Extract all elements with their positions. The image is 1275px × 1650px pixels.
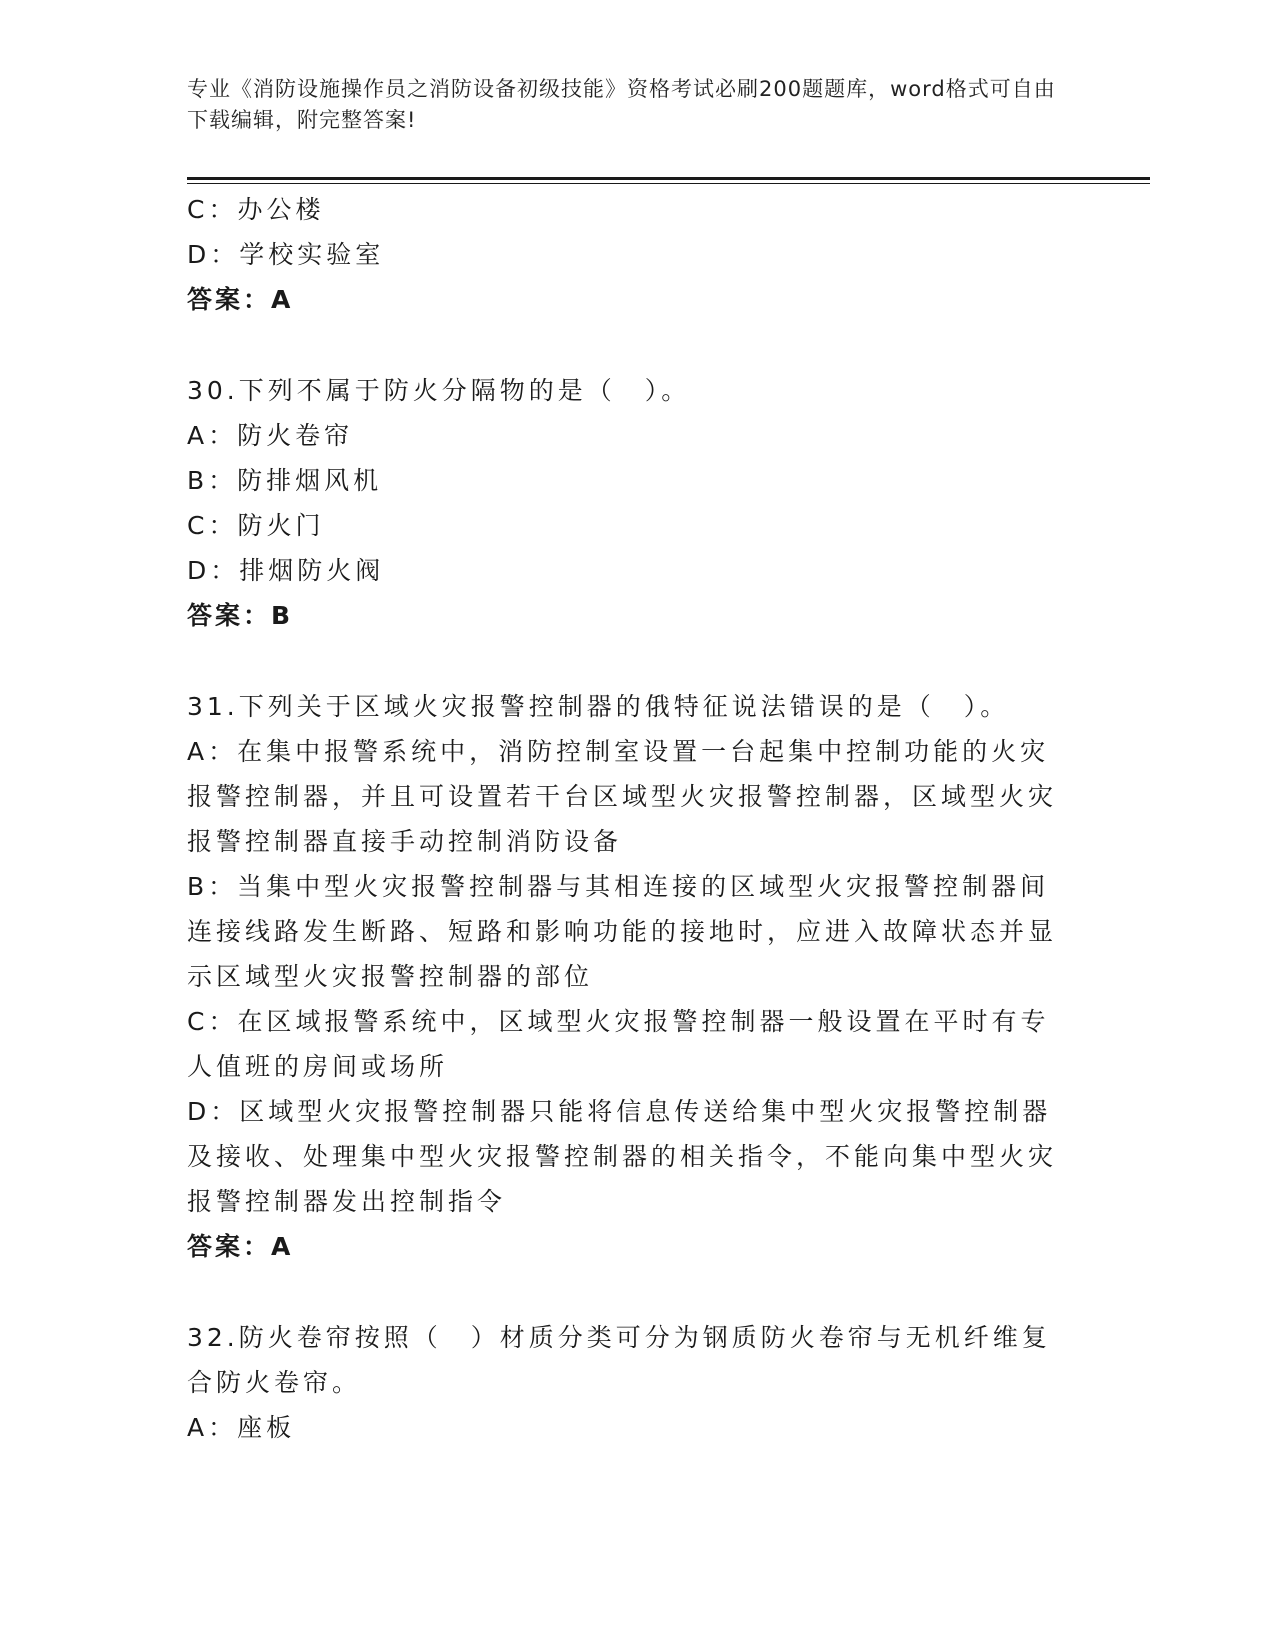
header-divider	[187, 177, 1150, 180]
spacer	[187, 322, 1077, 368]
option-b: B：防排烟风机	[187, 466, 383, 495]
question-block-29	[187, 187, 1077, 322]
option-d: D：区域型火灾报警控制器只能将信息传送给集中型火灾报警控制器及接收、处理集中型火灾报警控制器的相关指令，不能向集中型火灾报警控制器发出控制指令	[187, 1097, 1058, 1216]
option-c: C：防火门	[187, 511, 325, 540]
option-c: C：办公楼	[187, 195, 325, 224]
spacer	[187, 638, 1077, 684]
header-divider-thin	[187, 183, 1150, 184]
question-block-31	[187, 684, 1077, 1269]
option-b: B：当集中型火灾报警控制器与其相连接的区域型火灾报警控制器间连接线路发生断路、短路和影响功能的接地时，应进入故障状态并显示区域型火灾报警控制器的部位	[187, 872, 1058, 991]
question-block-30	[187, 368, 1077, 638]
question-stem: 31.下列关于区域火灾报警控制器的俄特征说法错误的是（ ）。	[187, 692, 1010, 721]
question-stem: 32.防火卷帘按照（ ）材质分类可分为钢质防火卷帘与无机纤维复合防火卷帘。	[187, 1323, 1051, 1397]
answer-line: 答案：A	[187, 1232, 294, 1261]
question-stem: 30.下列不属于防火分隔物的是（ ）。	[187, 376, 691, 405]
question-block-32	[187, 1315, 1077, 1450]
answer-line: 答案：B	[187, 601, 294, 630]
document-header: 专业《消防设施操作员之消防设备初级技能》资格考试必刷200题题库，word格式可自由下载编辑，附完整答案!	[187, 77, 1056, 132]
option-d: D：排烟防火阀	[187, 556, 385, 585]
spacer	[187, 1269, 1077, 1315]
option-a: A：座板	[187, 1413, 296, 1442]
answer-line: 答案：A	[187, 285, 294, 314]
option-d: D：学校实验室	[187, 240, 385, 269]
question-content	[187, 187, 1077, 1450]
option-a: A：在集中报警系统中，消防控制室设置一台起集中控制功能的火灾报警控制器，并且可设置若干台区域型火灾报警控制器，区域型火灾报警控制器直接手动控制消防设备	[187, 737, 1058, 856]
option-a: A：防火卷帘	[187, 421, 354, 450]
option-c: C：在区域报警系统中，区域型火灾报警控制器一般设置在平时有专人值班的房间或场所	[187, 1007, 1050, 1081]
